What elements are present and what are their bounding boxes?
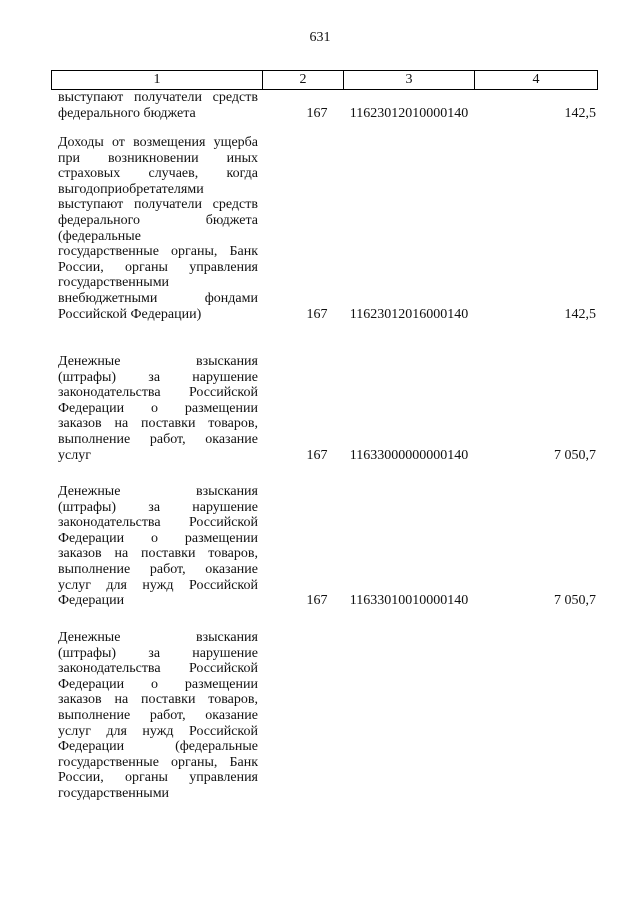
desc-line: законодательства Российской [58, 385, 258, 401]
desc-line: Денежные взыскания [58, 354, 258, 369]
desc-line: Российской Федерации) [58, 306, 202, 322]
desc-line: законодательства Российской [58, 515, 258, 531]
row-kbk: 11623012016000140 [349, 306, 469, 322]
desc-line: выступают получатели средств [58, 197, 258, 213]
row-description [58, 354, 258, 463]
desc-line: государственные органы, Банк [58, 244, 258, 260]
desc-line: при возникновении иных [58, 150, 258, 166]
desc-line: России, органы управления [58, 770, 258, 786]
desc-line: выполнение работ, оказание [58, 707, 258, 723]
header-col-2: 2 [263, 71, 344, 89]
table-row [58, 354, 596, 463]
table-row [58, 90, 596, 121]
desc-line: страховых случаев, когда [58, 166, 258, 182]
row-amount: 7 050,7 [554, 593, 596, 609]
table-row [58, 484, 596, 609]
table-header [51, 70, 598, 90]
row-description [58, 630, 258, 802]
desc-line: выполнение работ, оказание [58, 431, 258, 447]
row-kbk: 11623012010000140 [349, 105, 469, 121]
desc-line: заказов на поставки товаров, [58, 692, 258, 708]
desc-line: внебюджетными фондами [58, 290, 258, 306]
desc-line: Денежные взыскания [58, 484, 258, 499]
row-amount: 142,5 [564, 306, 596, 322]
row-description [58, 90, 258, 121]
desc-line: услуг [58, 447, 91, 463]
desc-line: государственными [58, 785, 170, 801]
row-code: 167 [306, 105, 328, 121]
desc-line: (федеральные [58, 228, 141, 244]
desc-line: государственными [58, 275, 170, 291]
desc-line: Федерации о размещении [58, 530, 258, 546]
row-description [58, 135, 258, 322]
desc-line: федерального бюджета [58, 105, 196, 121]
desc-line: (штрафы) за нарушение [58, 369, 258, 385]
row-amount: 7 050,7 [554, 447, 596, 463]
page-number: 631 [309, 30, 331, 45]
table-row [58, 630, 596, 802]
desc-line: (штрафы) за нарушение [58, 499, 258, 515]
desc-line: государственные органы, Банк [58, 754, 258, 770]
row-kbk: 11633010010000140 [349, 593, 469, 609]
row-code: 167 [306, 447, 328, 463]
header-col-3: 3 [344, 71, 475, 89]
desc-line: выполнение работ, оказание [58, 561, 258, 577]
desc-line: заказов на поставки товаров, [58, 546, 258, 562]
row-description [58, 484, 258, 609]
desc-line: Федерации [58, 593, 125, 609]
desc-line: России, органы управления [58, 259, 258, 275]
header-col-1: 1 [52, 71, 263, 89]
desc-line: законодательства Российской [58, 661, 258, 677]
desc-line: заказов на поставки товаров, [58, 416, 258, 432]
desc-line: выгодоприобретателями [58, 181, 204, 197]
desc-line: Федерации о размещении [58, 676, 258, 692]
desc-line: федерального бюджета [58, 212, 258, 228]
row-kbk: 11633000000000140 [349, 447, 469, 463]
table-row [58, 135, 596, 322]
desc-line: услуг для нужд Российской [58, 577, 258, 593]
desc-line: Федерации о размещении [58, 400, 258, 416]
row-amount: 142,5 [564, 105, 596, 121]
desc-line: Денежные взыскания [58, 630, 258, 645]
row-code: 167 [306, 593, 328, 609]
row-code: 167 [306, 306, 328, 322]
desc-line: Федерации (федеральные [58, 739, 258, 755]
desc-line: услуг для нужд Российской [58, 723, 258, 739]
desc-line: (штрафы) за нарушение [58, 645, 258, 661]
header-col-4: 4 [532, 72, 540, 87]
desc-line: Доходы от возмещения ущерба [58, 135, 258, 150]
desc-line: выступают получатели средств [58, 90, 258, 105]
